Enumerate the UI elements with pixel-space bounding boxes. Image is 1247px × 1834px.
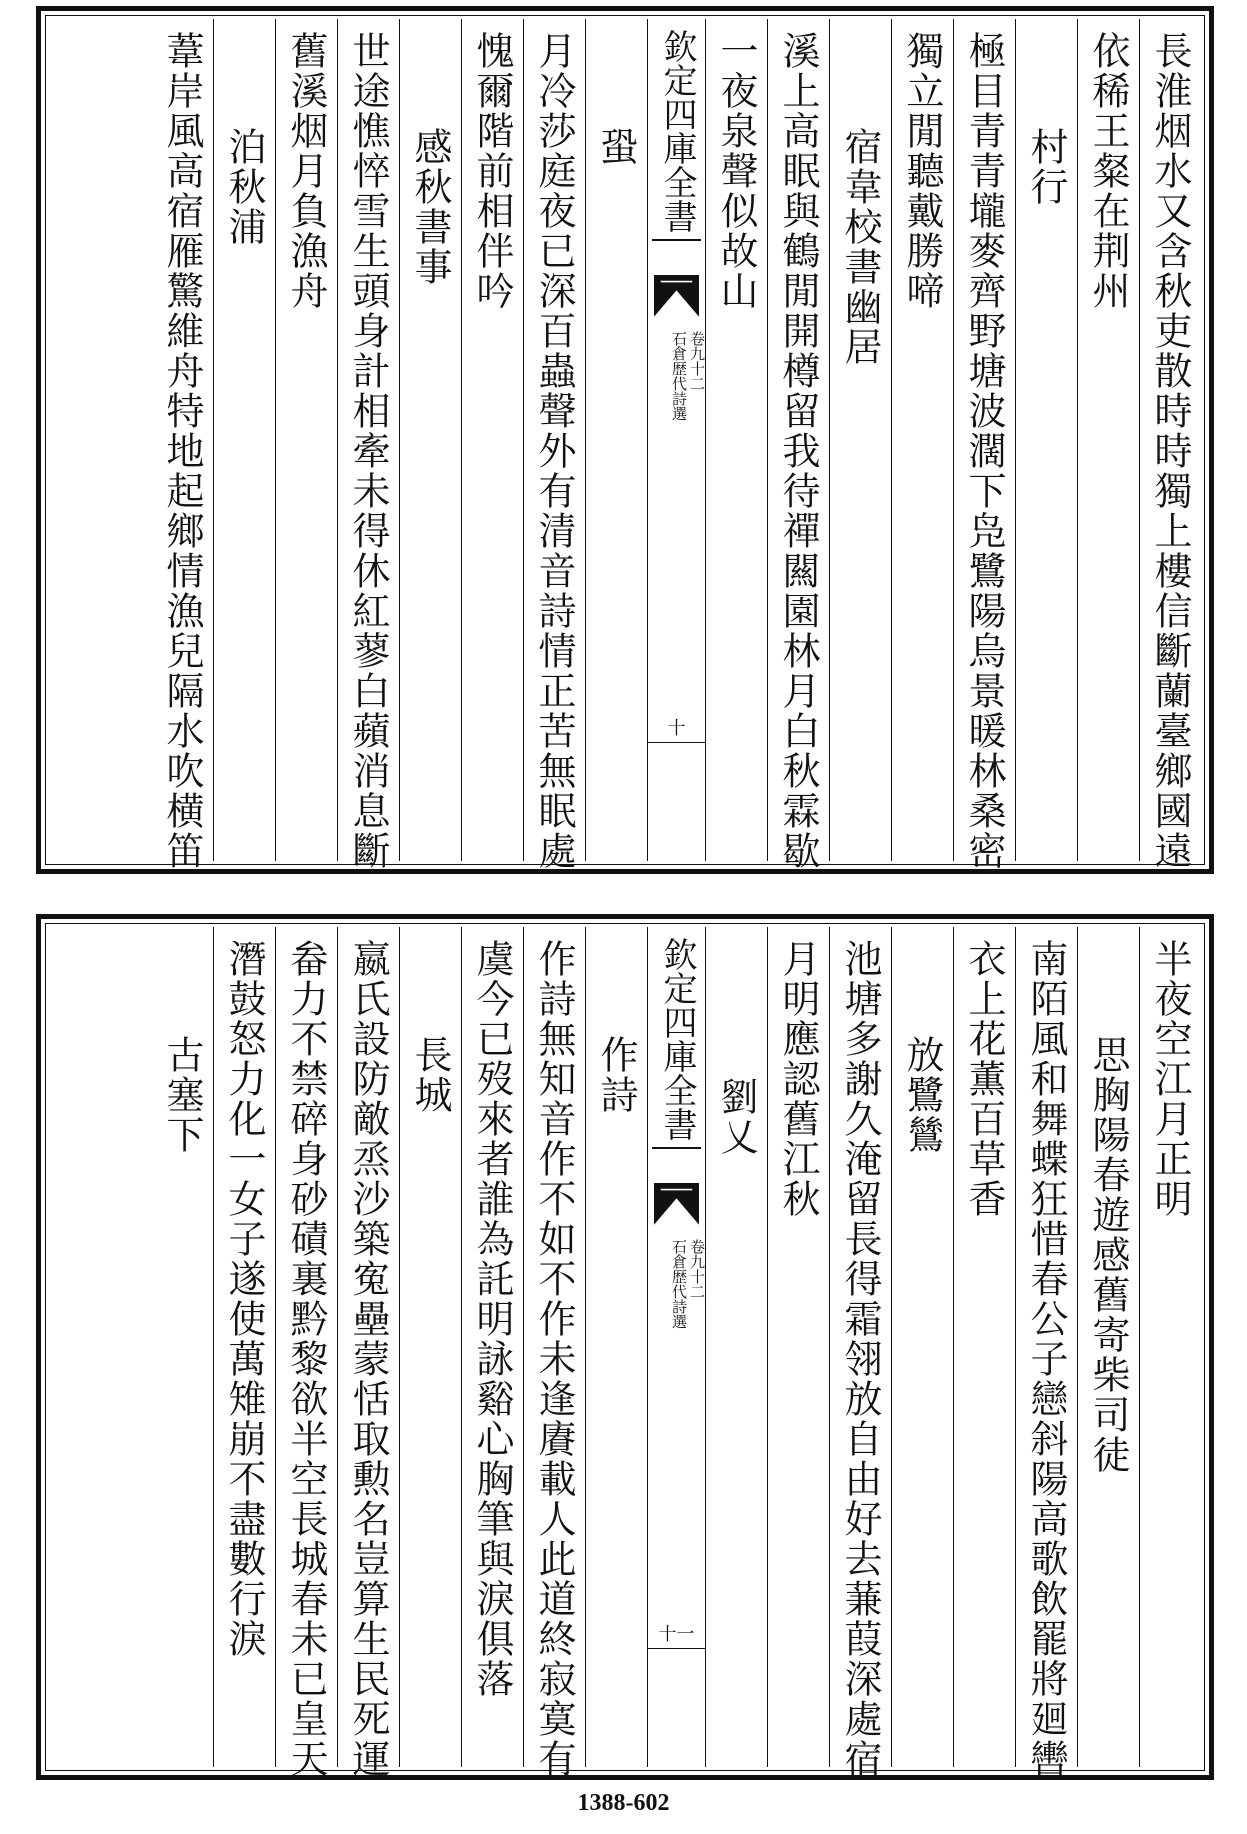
text-column <box>891 927 953 1767</box>
poem-title: 蛩 <box>594 127 638 167</box>
poem-title: 泊秋浦 <box>222 127 266 247</box>
poem-title: 劉乂 <box>714 1077 758 1157</box>
poem-title: 宿韋校書幽居 <box>838 127 882 367</box>
poem-line: 池塘多謝久淹留長得霜翎放自由好去蒹葭深處宿 <box>838 939 882 1779</box>
text-column <box>337 19 399 871</box>
text-column <box>953 927 1015 1767</box>
poem-line: 南陌風和舞蝶狂惜春公子戀斜陽高歌飲罷將廻轡 <box>1024 939 1068 1779</box>
text-column <box>151 19 213 871</box>
text-column <box>399 927 461 1767</box>
poem-line: 溪上高眠與鶴閒開樽留我待禪闗園林月白秋霖歇 <box>776 31 820 871</box>
poem-title: 村行 <box>1024 127 1068 207</box>
poem-line: 虞今已歿來者誰為託明詠谿心胸筆與淚俱落 <box>470 939 514 1699</box>
top-page <box>36 6 1214 874</box>
poem-line: 長淮烟水又含秋吏散時時獨上樓信斷蘭臺鄉國遠 <box>1148 31 1192 871</box>
text-column <box>523 927 585 1779</box>
text-column <box>1015 19 1077 861</box>
bottom-columns <box>49 927 1201 1779</box>
poem-line: 獨立閒聽戴勝啼 <box>900 31 944 311</box>
text-column <box>705 19 767 861</box>
text-column <box>1139 19 1201 871</box>
text-column <box>953 19 1015 871</box>
book-title: 石倉歴代詩選 <box>670 331 688 421</box>
poem-title: 古塞下 <box>160 1035 204 1155</box>
poem-line: 依稀王粲在荆州 <box>1086 31 1130 311</box>
poem-title: 放鷺鷥 <box>900 1035 944 1155</box>
text-column <box>767 19 829 871</box>
poem-line: 嬴氏設防敵烝沙築寃壘蒙恬取勲名豈算生民死運 <box>346 939 390 1779</box>
text-column <box>1139 927 1201 1767</box>
poem-line: 月明應認舊江秋 <box>776 939 820 1219</box>
page-code: 1388-602 <box>577 1790 670 1816</box>
text-column <box>1077 19 1139 861</box>
volume-label: 卷九十二 <box>688 331 706 391</box>
text-column <box>585 927 647 1767</box>
text-column <box>829 19 891 861</box>
poem-line: 極目青青壠麥齊野塘波濶下凫鷺陽烏景暖林桑密 <box>962 31 1006 871</box>
text-column <box>829 927 891 1779</box>
folio-number: 十 <box>648 714 705 743</box>
bottom-page <box>36 914 1214 1780</box>
poem-title: 作詩 <box>594 1035 638 1115</box>
poem-line: 一夜泉聲似故山 <box>714 31 758 311</box>
poem-line: 舊溪烟月負漁舟 <box>284 31 328 311</box>
poem-line: 月冷莎庭夜已深百蟲聲外有清音詩情正苦無眠處 <box>532 31 576 871</box>
text-column <box>399 19 461 861</box>
poem-title: 長城 <box>408 1035 452 1115</box>
text-column <box>705 927 767 1767</box>
text-column <box>275 19 337 861</box>
text-column <box>151 927 213 1767</box>
poem-line: 畚力不禁碎身砂磧裏黔黎欲半空長城春未已皇天 <box>284 939 328 1779</box>
text-column <box>767 927 829 1767</box>
top-columns <box>49 19 1201 871</box>
poem-line: 半夜空江月正明 <box>1148 939 1192 1219</box>
text-column <box>585 19 647 861</box>
poem-line: 葦岸風高宿雁驚維舟特地起鄉情漁兒隔水吹横笛 <box>160 31 204 871</box>
poem-line: 衣上花薫百草香 <box>962 939 1006 1219</box>
poem-title: 思胸陽春遊感舊寄柴司徒 <box>1086 1035 1130 1475</box>
text-column <box>213 19 275 861</box>
collection-title: 欽定四庫全書 <box>652 29 701 241</box>
text-column <box>461 19 523 861</box>
text-column <box>337 927 399 1779</box>
center-fold <box>647 19 705 861</box>
text-column <box>1077 927 1139 1767</box>
poem-line: 作詩無知音作不如不作未逢賡載人此道終寂寞有 <box>532 939 576 1779</box>
book-title: 石倉歴代詩選 <box>670 1239 688 1329</box>
poem-line: 世途憔悴雪生頭身計相牽未得休紅蓼白蘋消息斷 <box>346 31 390 871</box>
center-fold <box>647 927 705 1767</box>
text-column <box>523 19 585 871</box>
text-column <box>275 927 337 1779</box>
folio-number: 十一 <box>648 1620 705 1649</box>
text-column <box>1015 927 1077 1779</box>
collection-title: 欽定四庫全書 <box>652 937 701 1149</box>
text-column <box>461 927 523 1767</box>
volume-label: 卷九十二 <box>688 1239 706 1299</box>
text-column <box>891 19 953 861</box>
fishtail-mark-icon <box>654 275 699 319</box>
poem-line: 潛鼓怒力化一女子遂使萬雉崩不盡數行淚 <box>222 939 266 1659</box>
fishtail-mark-icon <box>654 1183 699 1227</box>
poem-title: 感秋書事 <box>408 127 452 287</box>
poem-line: 愧爾階前相伴吟 <box>470 31 514 311</box>
text-column <box>213 927 275 1767</box>
